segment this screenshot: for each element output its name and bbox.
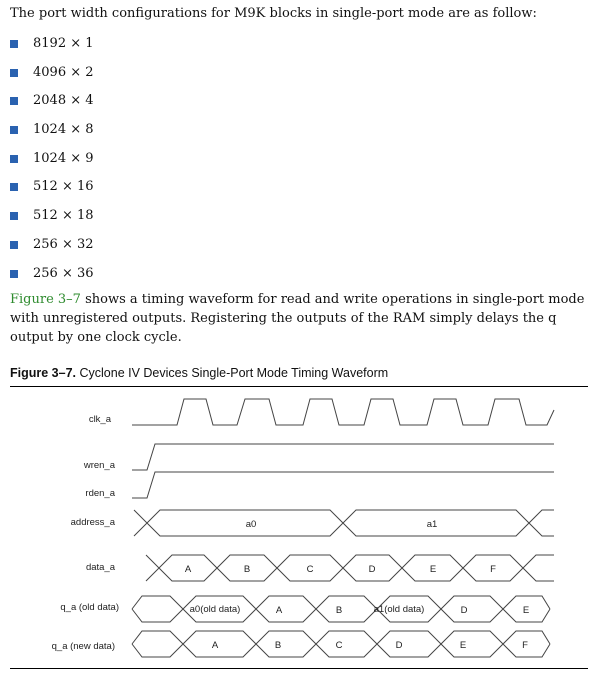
q-new-value-d: D bbox=[395, 640, 403, 651]
q-old-value-a1old: a1(old data) bbox=[373, 604, 425, 615]
q-old-value-e: E bbox=[522, 605, 530, 616]
q-new-value-b: B bbox=[274, 640, 282, 651]
body-paragraph bbox=[10, 290, 588, 347]
q-new-value-c: C bbox=[335, 640, 343, 651]
timing-waveform bbox=[0, 380, 598, 680]
q-new-value-e: E bbox=[459, 640, 467, 651]
data-value-d: D bbox=[368, 564, 376, 575]
address-value-a1: a1 bbox=[426, 519, 438, 530]
q-old-value-b: B bbox=[335, 605, 343, 616]
q-old-value-a: A bbox=[275, 605, 283, 616]
data-value-a: A bbox=[184, 564, 192, 575]
data-value-b: B bbox=[243, 564, 251, 575]
rden-trace bbox=[132, 472, 554, 498]
clk-label: clk_a bbox=[88, 414, 111, 425]
data-value-f: F bbox=[490, 564, 496, 575]
square-bullet-icon bbox=[10, 69, 18, 77]
q-old-value-a0old: a0(old data) bbox=[189, 604, 241, 615]
rden-label: rden_a bbox=[85, 488, 115, 499]
wren-label: wren_a bbox=[83, 460, 115, 471]
data-value-e: E bbox=[429, 564, 437, 575]
square-bullet-icon bbox=[10, 126, 18, 134]
paragraph-text: shows a timing waveform for read and write operations in single-port mode with unregistered outputs. Registering the outputs of the RAM simply delays the q output by one clock cycle. bbox=[10, 292, 585, 345]
square-bullet-icon bbox=[10, 241, 18, 249]
address-value-a0: a0 bbox=[245, 519, 257, 530]
q-old-value-d: D bbox=[460, 605, 468, 616]
figure-number: Figure 3–7. bbox=[10, 366, 76, 380]
figure-title: Cyclone IV Devices Single-Port Mode Timing Waveform bbox=[79, 366, 389, 380]
figure-bottom-rule bbox=[10, 668, 588, 669]
figure-link[interactable]: Figure 3–7 bbox=[10, 292, 81, 307]
square-bullet-icon bbox=[10, 183, 18, 191]
figure-caption bbox=[10, 366, 388, 380]
q-new-value-f: F bbox=[522, 640, 528, 651]
data-value-c: C bbox=[306, 564, 314, 575]
square-bullet-icon bbox=[10, 97, 18, 105]
q-old-label: q_a (old data) bbox=[60, 602, 119, 613]
square-bullet-icon bbox=[10, 212, 18, 220]
square-bullet-icon bbox=[10, 40, 18, 48]
q-new-label: q_a (new data) bbox=[51, 641, 115, 652]
q-new-value-a: A bbox=[211, 640, 219, 651]
wren-trace bbox=[132, 444, 554, 470]
square-bullet-icon bbox=[10, 155, 18, 163]
address-bus bbox=[134, 510, 554, 536]
document-page: The port width configurations for M9K blocks in single-port mode are as follow: 8192 × 1 4096 × 2 2048 × 4 1024 × 8 1024 × 9 512 × 16 512 × 18 256 × 32 256 × 36 Figure 3–7 shows a timing waveform for read and write operations in single-port mode with unregistered outputs. Registering the outputs of the RAM simply delays the q output by one clock cycle. Figure 3–7. Cyclone IV Devices Single-Port Mode Timing Waveform clk_a wren_a rden_a address_a data_a q_a (old data) q_a (new data) a0 a1 A B C D E F a0(old data) A B a1(old data) D E A B C D E F bbox=[0, 0, 598, 686]
address-label: address_a bbox=[70, 517, 115, 528]
intro-text: The port width configurations for M9K blocks in single-port mode are as follow: bbox=[10, 6, 537, 21]
clock-trace bbox=[132, 399, 554, 425]
data-label: data_a bbox=[85, 562, 115, 573]
square-bullet-icon bbox=[10, 270, 18, 278]
